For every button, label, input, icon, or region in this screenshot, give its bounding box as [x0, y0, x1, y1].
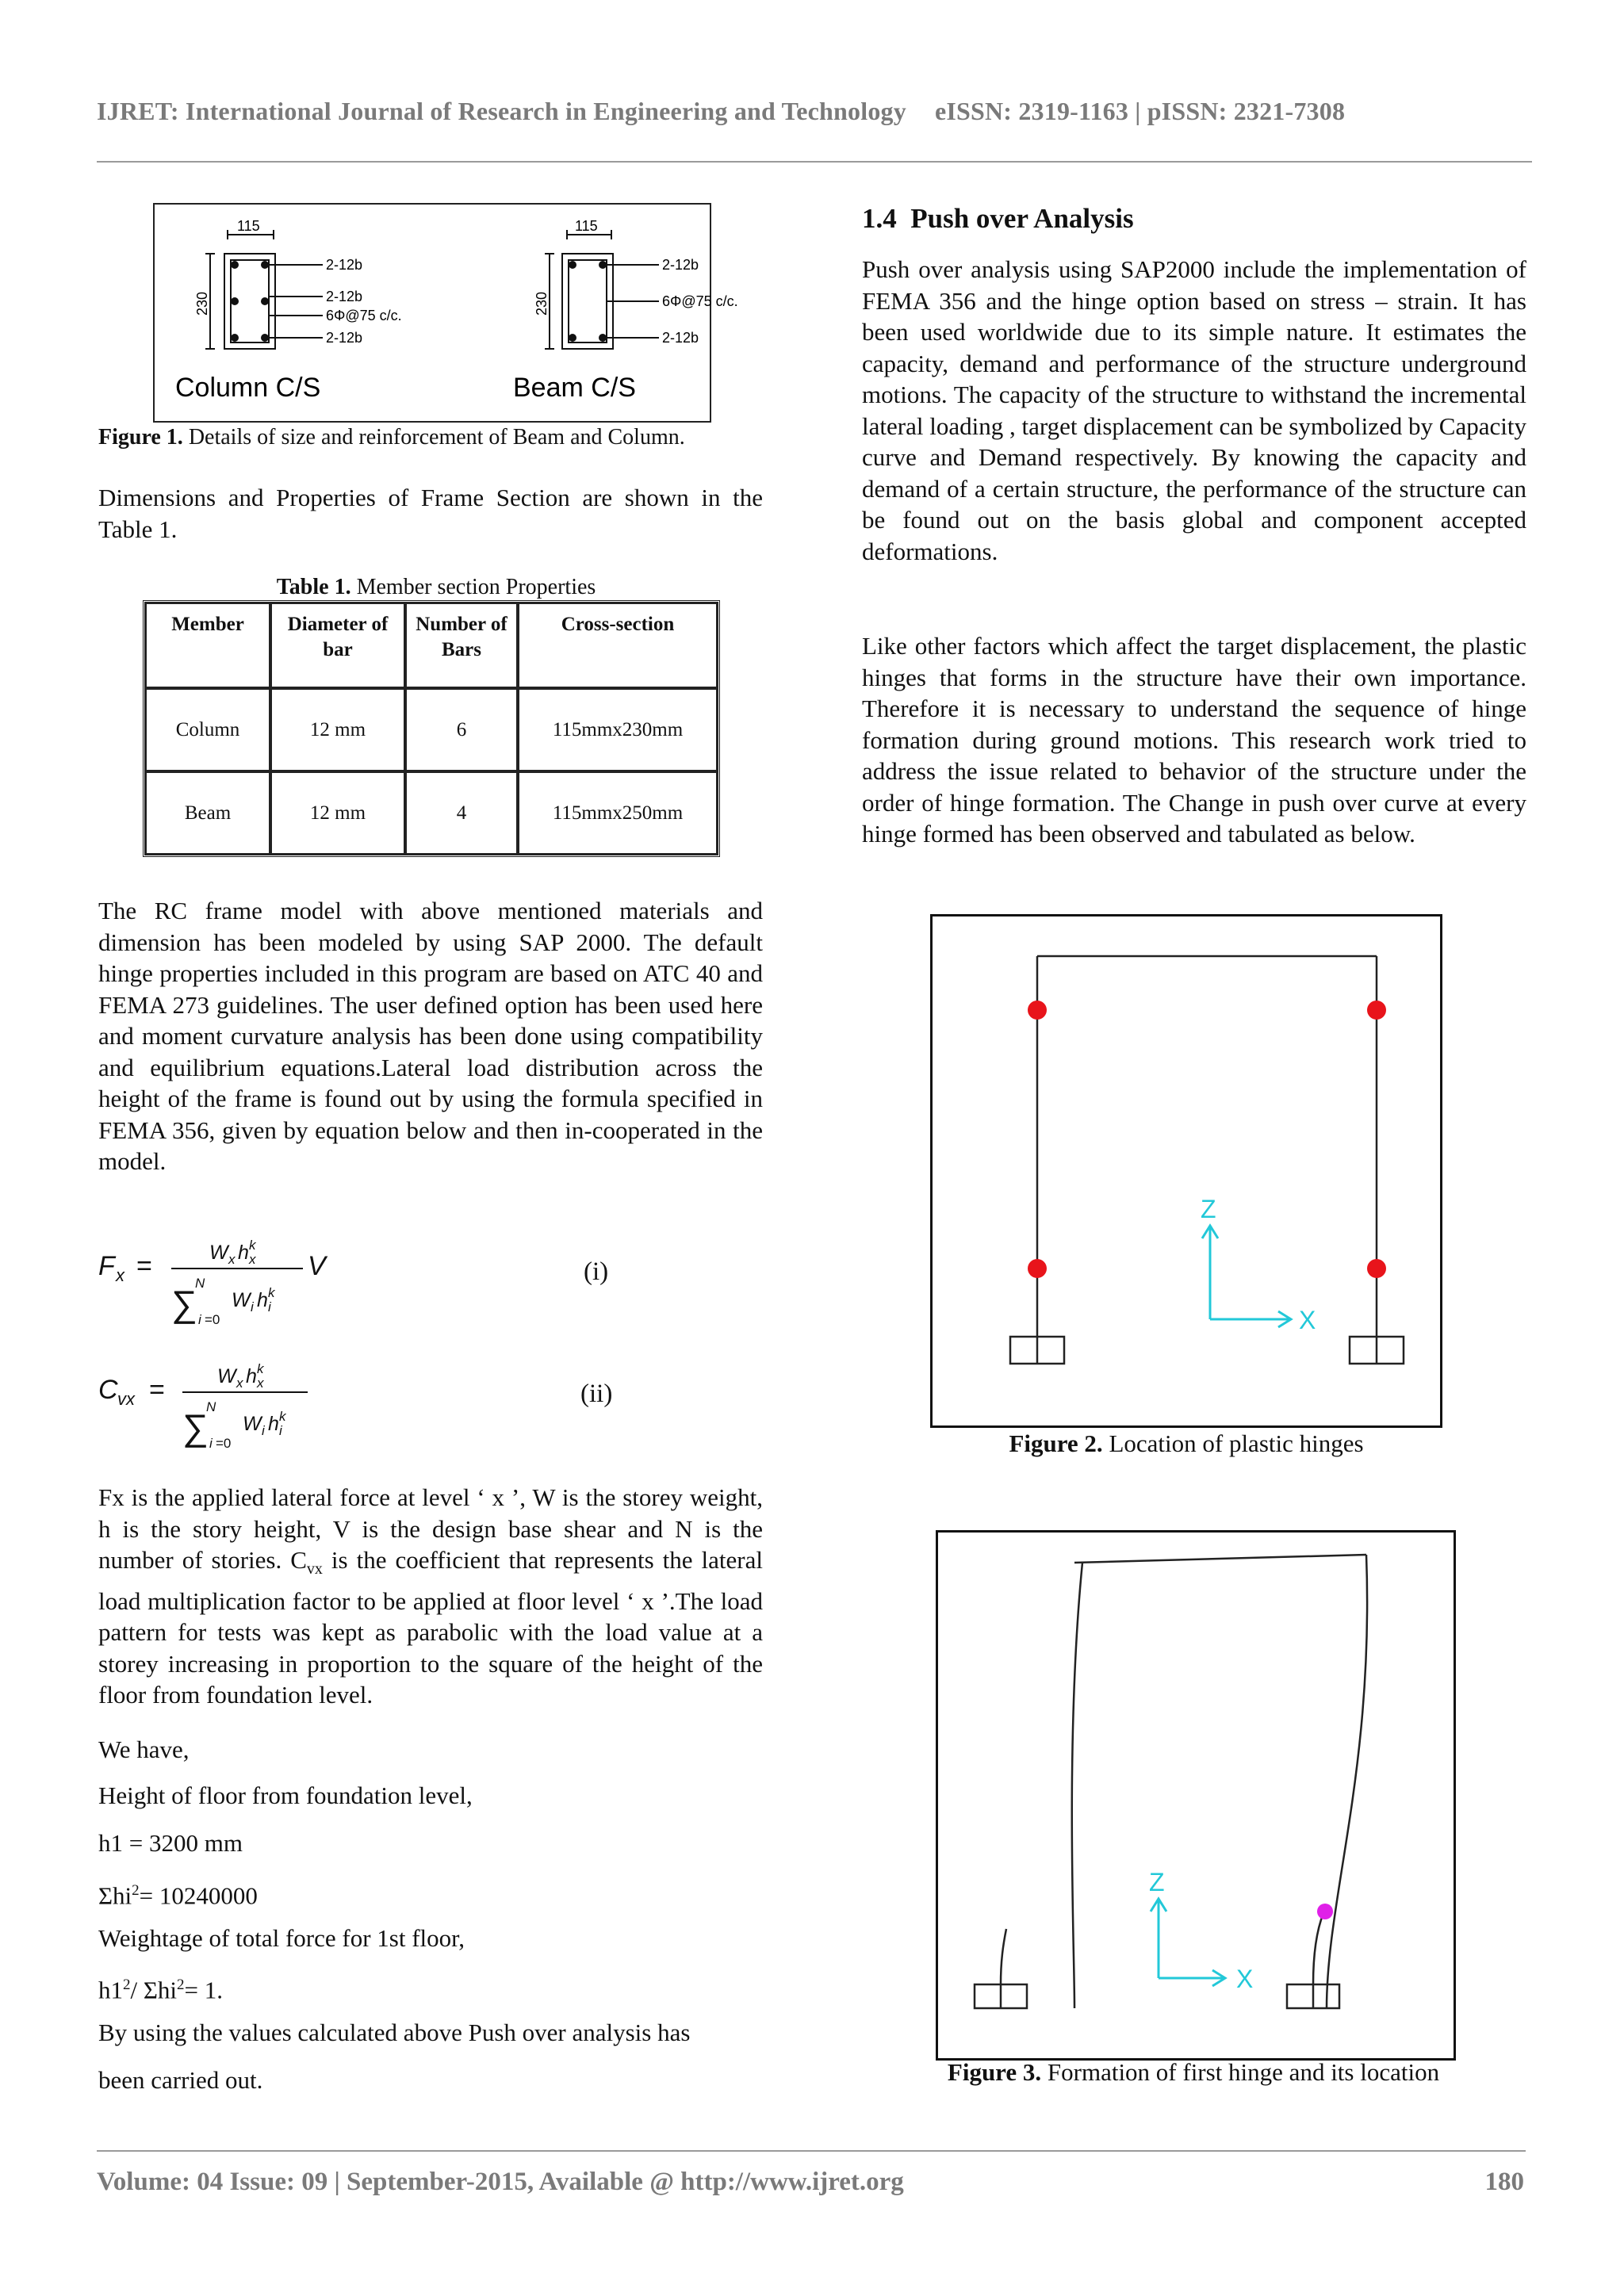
weightage-line: Weightage of total force for 1st floor, — [98, 1924, 465, 1952]
sum-line: Σhi$^2$= 10240000 — [98, 1881, 258, 1910]
paragraph-pushover: Push over analysis using SAP2000 include the implementation of FEMA 356 and the hinge option based on stress – strain. It has been used worldwide due to its simple nature. It estimates the capacity, demand and performance of the structure underground motions. The capacity of the structure to withstand the incremental lateral loading , target displacement can be symbolized by Capacity curve and Demand respectively. By knowing the capacity and demand of a certain structure, the performance of the structure can be found out on the basis global and component accepted deformations. — [862, 255, 1526, 565]
equation-2 — [98, 1359, 360, 1454]
svg-text:W: W — [243, 1413, 262, 1435]
beam-width-dim: 115 — [575, 218, 598, 234]
paragraph-definitions: Fx is the applied lateral force at level ‘ x ’, W is the storey weight, h is the story height, V is the design base shear and N is the number of stories. $C_{vx}$ is the coefficient that represents the lateral load multiplication factor to be applied at floor level ‘ x ’.The load pattern for tests was kept as parabolic with the load value at a storey increasing in proportion to the square of the height of the floor from foundation level. — [98, 1483, 763, 1709]
figure-1-box — [153, 203, 738, 423]
figure-2-drawing — [933, 916, 1440, 1425]
first-hinge — [1317, 1904, 1333, 1919]
x-axis-label: X — [1236, 1965, 1254, 1993]
column-callout: 2-12b — [326, 330, 363, 346]
svg-text:k: k — [268, 1285, 275, 1300]
beam-callout: 2-12b — [662, 257, 699, 273]
equation-1 — [98, 1235, 360, 1330]
svg-text:=0: =0 — [216, 1436, 232, 1451]
beam-cs-label: Beam C/S — [513, 373, 636, 403]
journal-name: IJRET: International Journal of Research in Engineering and Technology — [97, 97, 906, 125]
axis-triad — [1202, 1226, 1291, 1327]
svg-text:W: W — [232, 1289, 251, 1311]
table-header-cell: Diameter of bar — [270, 603, 405, 688]
svg-text:W: W — [217, 1365, 236, 1387]
svg-text:N: N — [206, 1399, 216, 1414]
running-footer — [97, 2168, 1524, 2197]
page-number: 180 — [1484, 2168, 1524, 2196]
svg-text:=: = — [149, 1375, 165, 1405]
svg-text:i: i — [209, 1436, 213, 1451]
z-axis-label: Z — [1201, 1195, 1216, 1223]
issn: eISSN: 2319-1163 | pISSN: 2321-7308 — [934, 97, 1346, 125]
final-line-2: been carried out. — [98, 2066, 263, 2094]
table-header-row — [145, 603, 718, 688]
plastic-hinge — [1028, 1001, 1047, 1020]
section-heading: 1.4 Push over Analysis — [862, 203, 1134, 234]
svg-text:vx: vx — [117, 1389, 135, 1409]
svg-text:i: i — [251, 1299, 254, 1314]
running-header — [97, 97, 1532, 126]
equation-2-formula — [98, 1359, 360, 1454]
member-section-table — [143, 600, 720, 857]
column-callout: 2-12b — [326, 257, 363, 273]
plastic-hinge — [1367, 1001, 1386, 1020]
svg-text:C: C — [98, 1375, 118, 1405]
table-cell: 115mmx250mm — [518, 771, 718, 855]
svg-text:W: W — [209, 1242, 228, 1264]
column-section — [205, 230, 323, 349]
svg-text:i: i — [262, 1423, 265, 1438]
table-1-caption: Table 1. Member section Properties — [276, 575, 596, 599]
figure-3-caption: Figure 3. Formation of first hinge and its location — [947, 2058, 1440, 2086]
beam-callout: 2-12b — [662, 330, 699, 346]
table-header-cell: Cross-section — [518, 603, 718, 688]
svg-text:h: h — [238, 1242, 249, 1264]
svg-text:∑: ∑ — [171, 1283, 197, 1324]
svg-text:i: i — [268, 1299, 271, 1314]
figure-1-caption: Figure 1. Details of size and reinforcement of Beam and Column. — [98, 425, 685, 450]
svg-text:x: x — [249, 1252, 256, 1267]
volume-info: Volume: 04 Issue: 09 | September-2015, Available @ http://www.ijret.org — [97, 2168, 904, 2196]
column-depth-dim: 230 — [194, 291, 210, 316]
table-cell: 12 mm — [270, 771, 405, 855]
beam-callout: 6Φ@75 c/c. — [662, 293, 738, 309]
h1-line: h1 = 3200 mm — [98, 1829, 243, 1857]
figure-2-box — [930, 914, 1442, 1428]
svg-text:∑: ∑ — [182, 1406, 209, 1448]
svg-text:V: V — [308, 1251, 326, 1281]
footer-rule — [97, 2150, 1526, 2152]
column-width-dim: 115 — [237, 218, 260, 234]
table-cell: 4 — [405, 771, 518, 855]
svg-text:h: h — [257, 1289, 268, 1311]
column-cs-label: Column C/S — [175, 373, 321, 403]
ratio-line: $h1^2/$ Σhi$^2$= 1. — [98, 1976, 224, 2004]
height-line: Height of floor from foundation level, — [98, 1781, 473, 1809]
svg-text:x: x — [236, 1376, 243, 1391]
svg-text:i: i — [198, 1312, 201, 1327]
svg-text:i: i — [279, 1423, 282, 1438]
column-callout: 2-12b — [326, 289, 363, 304]
z-axis-label: Z — [1149, 1868, 1165, 1896]
svg-text:=0: =0 — [205, 1312, 220, 1327]
equation-1-label: (i) — [584, 1257, 609, 1286]
table-row — [145, 771, 718, 855]
svg-text:x: x — [228, 1252, 236, 1267]
svg-text:x: x — [257, 1376, 264, 1391]
table-header-cell: Number of Bars — [405, 603, 518, 688]
deformed-frame — [975, 1555, 1367, 2008]
table-cell: Column — [145, 688, 270, 771]
table-cell: 6 — [405, 688, 518, 771]
table-cell: 12 mm — [270, 688, 405, 771]
table-row — [145, 688, 718, 771]
svg-text:k: k — [279, 1409, 286, 1424]
svg-text:h: h — [268, 1413, 279, 1435]
column-callout: 6Φ@75 c/c. — [326, 308, 402, 323]
beam-section — [545, 230, 659, 349]
plastic-hinge — [1367, 1259, 1386, 1278]
we-have: We have, — [98, 1735, 190, 1763]
svg-text:k: k — [249, 1238, 256, 1253]
svg-text:x: x — [116, 1265, 124, 1285]
header-rule — [97, 161, 1532, 163]
svg-text:F: F — [98, 1251, 115, 1281]
table-cell: Beam — [145, 771, 270, 855]
axis-triad — [1151, 1899, 1225, 1986]
svg-text:h: h — [246, 1365, 257, 1387]
svg-text:=: = — [136, 1251, 152, 1281]
figure-3-drawing — [938, 1533, 1454, 2058]
table-cell: 115mmx230mm — [518, 688, 718, 771]
paragraph-hinges: Like other factors which affect the target displacement, the plastic hinges that forms in the structure have their own importance. Therefore it is necessary to understand the sequence of hinge formation during ground motions. This research work tried to address the issue related to behavior of the structure under the order of hinge formation. The Change in push over curve at every hinge formed has been observed and tabulated as below. — [862, 632, 1526, 848]
table-header-cell: Member — [145, 603, 270, 688]
equation-1-formula — [98, 1235, 360, 1330]
figure-1-drawing — [155, 205, 738, 421]
svg-text:k: k — [257, 1361, 264, 1376]
portal-frame — [1010, 956, 1404, 1364]
figure-2-caption: Figure 2. Location of plastic hinges — [1009, 1429, 1364, 1457]
figure-3-box — [936, 1530, 1456, 2061]
plastic-hinge — [1028, 1259, 1047, 1278]
equation-2-label: (ii) — [580, 1380, 613, 1408]
beam-depth-dim: 230 — [534, 291, 550, 316]
paragraph-rc-frame-model: The RC frame model with above mentioned materials and dimension has been modeled by using SAP 2000. The default hinge properties included in this program are based on ATC 40 and FEMA 273 guidelines. The user defined option has been used here and moment curvature analysis has been done using compatibility and equilibrium equations.Lateral load distribution across the height of the frame is found out by using the formula specified in FEMA 356, given by equation below and then in-cooperated in the model. — [98, 897, 763, 1175]
final-line-1: By using the values calculated above Push over analysis has — [98, 2019, 691, 2046]
svg-text:N: N — [195, 1276, 205, 1291]
x-axis-label: X — [1299, 1306, 1316, 1334]
paragraph-table-intro: Dimensions and Properties of Frame Section are shown in the Table 1. — [98, 484, 763, 543]
